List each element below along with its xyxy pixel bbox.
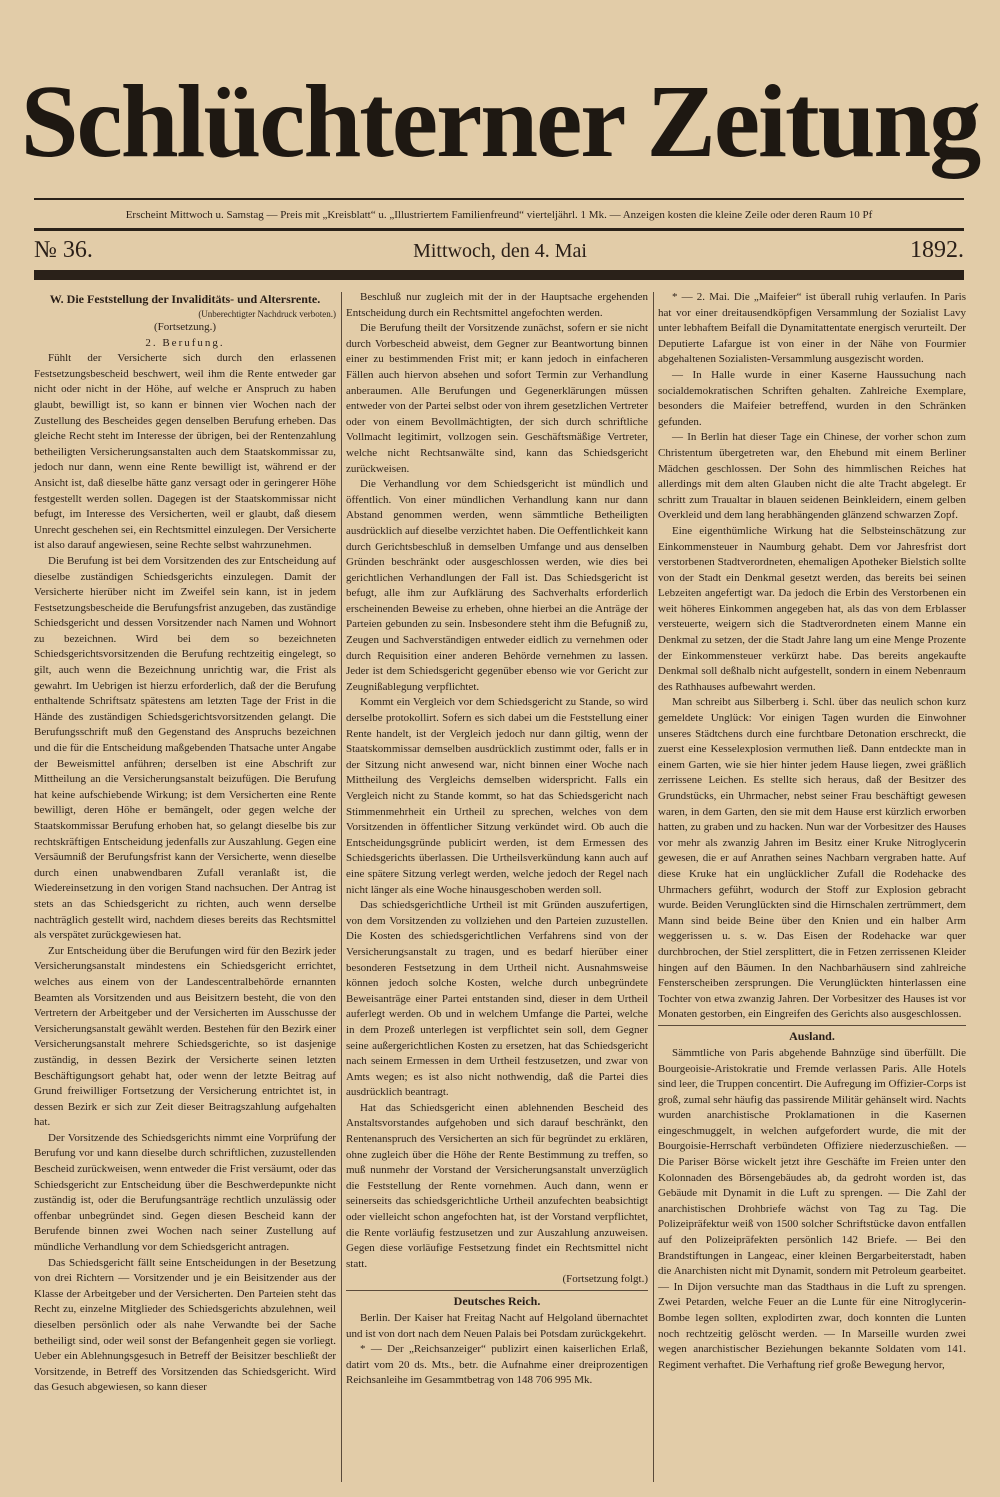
- news-item: Sämmtliche von Paris abgehende Bahnzüge sind überfüllt. Die Bourgeoisie-Aristokratie und Fremde verlassen Paris. Alle Hotels sind leer, die Truppen concentirt. Die Aufregung im Offizier-Corps ist groß, zumal sehr häufig das passirende Militär gehänselt wird. Nachts wurden anarchistische Proklamationen in die Kasernen eingeschmuggelt, in welchen aufgefordert wurde, die mit der Bourgoisie-Herrschaft verbündeten Offiziere niederzuschießen. — Die Pariser Börse wickelt jetzt ihre Geschäfte im Freien unter den Kolonnaden des Börsengebäudes ab, da gedroht worden ist, das Gebäude mit Dynamit in die Luft zu sprengen. — Die Zahl der anarchistischen Drohbriefe wächst von Tag zu Tag. Die Polizeipräfektur weiß von 1500 solcher Schriftstücke davon entfallen auf den Polizeipräfekten persönlich 142 Briefe. — Bei den Brandstiftungen in Langeac, einer kleinen Bergarbeiterstadt, haben die Anarchisten nicht mit Dynamit, sondern mit Petroleum gearbeitet. — In Dijon versuchte man das Stadthaus in die Luft zu sprengen. Zwei Petarden, welche Feuer an die Lunte für eine Nitroglycerin-Bombe legen sollten, explodirten zwar, doch konnten die Lunten noch rechtzeitig gelöscht werden. — In Marseille wurden zwei wegen anarchistischer Beziehungen bekannte Soldaten vom 141. Regiment verhaftet. Die Verhaftung rief große Bewegung hervor,: [658, 1046, 966, 1371]
- column-3: [658, 290, 966, 1373]
- paragraph: Die Verhandlung vor dem Schiedsgericht ist mündlich und öffentlich. Von einer mündlichen Verhandlung kann nur dann Abstand genommen werden, wenn sämmtliche Betheiligten ausdrücklich auf dieselbe verzichtet haben. Die Oeffentlichkeit kann durch Gerichtsbeschluß in demselben Umfange und aus denselben Gründen beschränkt oder ausgeschlossen werden, wie dies bei gerichtlichen Verhandlungen der Fall ist. Das Schiedsgericht ist befugt, alle ihm zur Aufklärung des Sachverhalts erforderlich erscheinenden Beweise zu erheben, ohne hierbei an die Anträge der Parteien gebunden zu sein. Insbesondere steht ihm die Befugniß zu, Zeugen und Sachverständigen entweder eidlich zu vernehmen oder durch Requisition einer anderen Behörde vernehmen zu lassen. Jeder ist dem Schiedsgericht gegenüber ebenso wie vor Gericht zur Zeugnißablegung verpflichtet.: [346, 478, 648, 693]
- masthead-title: Schlüchterner Zeitung: [20, 64, 980, 179]
- paragraph: Der Vorsitzende des Schiedsgerichts nimmt eine Vorprüfung der Berufung vor und kann dieselbe durch schriftlichen, zuzustellenden Bescheid zurückweisen, wenn entweder die Frist versäumt, oder das Schiedsgericht zur Entscheidung über die Beschwerdepunkte nicht zuständig ist, oder die Berufungsanträge rechtlich unzulässig oder offenbar unbegründet sind. Gegen diesen Bescheid kann der Berufende binnen zwei Wochen nach seiner Zustellung auf mündliche Verhandlung vor dem Schiedsgericht antragen.: [34, 1131, 336, 1254]
- paragraph: Beschluß nur zugleich mit der in der Hauptsache ergehenden Entscheidung durch ein Rechtsmittel angefochten werden.: [346, 291, 648, 319]
- column-1: [34, 290, 336, 1396]
- rule: [34, 198, 964, 200]
- subheading: 2. Berufung.: [145, 336, 225, 349]
- paragraph: Hat das Schiedsgericht einen ablehnenden Bescheid des Anstaltsvorstandes aufgehoben und sich darauf beschränkt, den Rentenanspruch des Versicherten an sich für begründet zu erklären, ohne zugleich über die Höhe der Rente Bestimmung zu treffen, so muß nunmehr der Vorstand der Versicherungsanstalt unverzüglich die Feststellung der Rente vornehmen. Auch dann, wenn er seinerseits das schiedsgerichtliche Urtheil anzufechten beabsichtigt oder vielleicht schon angefochten hat, ist der Vorstand verpflichtet, die Rente vorläufig festzusetzen und zur Auszahlung anzuweisen. Gegen diese vorläufige Festsetzung findet ein Rechtsmittel nicht statt.: [346, 1101, 648, 1270]
- news-item: * — Der „Reichsanzeiger“ publizirt einen kaiserlichen Erlaß, datirt vom 20 ds. Mts., betr. die Aufnahme einer dreiprozentigen Reichsanleihe im Gesammtbetrag von 148 706 995 Mk.: [346, 1343, 648, 1387]
- issue-number: № 36.: [34, 237, 93, 263]
- issue-date: Mittwoch, den 4. Mai: [413, 240, 587, 262]
- paragraph: Man schreibt aus Silberberg i. Schl. über das neulich schon kurz gemeldete Unglück: Vor einigen Tagen wurden die Einwohner unseres Städtchens durch eine furchtbare Detonation erschreckt, die zuerst eine Kesselexplosion vermuthen ließ. Dann entdeckte man in einem Garten, wie sie hier hinter jedem Hause liegen, zwei gräßlich zerrissene Leichen. Es stellte sich heraus, daß der Besitzer des Grundstücks, ein Uhrmacher, nebst seiner Frau beschäftigt gewesen waren, in dem Garten, den sie mit dem Hause erst kürzlich erworben hatten, zu graben und zu hacken. Nun war der Vorbesitzer des Hauses vor mehr als zwanzig Jahren im Besitz einer Kruke Nitroglycerin gewesen, die er auf Anrathen seines Nachbarn vergraben hatte. Auf diese Kruke hat ein unglücklicher Zufall die Rodehacke des Uhrmachers geführt, wodurch der Stoff zur Explosion gebracht wurde. Beiden Verunglückten sind die Hirnschalen zertrümmert, dem Mann sind beide Beine über den Knien und ein halber Arm weggerissen u. s. w. Das Eisen der Rodehacke war quer durchbrochen, der Stiel zersplittert, die in Fetzen zerrissenen Kleider hingen auf den Bäumen. In den Nachbarhäusern sind zahlreiche Fensterscheiben zersprungen. Die Verunglückten hinterlassen eine Tochter von etwa zwanzig Jahren. Der Vorbesitzer des Hauses ist vor Monaten gestorben, ein Eingreifen des Gerichts also ausgeschlossen.: [658, 696, 966, 1021]
- paragraph: Eine eigenthümliche Wirkung hat die Selbsteinschätzung zur Einkommensteuer in Naumburg gehabt. Dem vor Jahresfrist dort verstorbenen Stadtverordneten, ehemaligen Apotheker Bielstich sollte von der Stadt ein Denkmal gesetzt werden, das bereits bei seinen Lebzeiten angefertigt war. Da jedoch die Erbin des Verstorbenen ein weit höheres Einkommen angegeben hat, als das von dem Erblasser versteuerte, weigern sich die Stadtverordneten einem Manne ein Denkmal zu setzen, der die Stadt Jahre lang um eine Menge Prozente der Einkommensteuer verkürzt habe. Das bereits angekaufte Denkmal soll deßhalb nicht aufgestellt, sondern in einem Nebenraum des Rathhauses aufbewahrt werden.: [658, 524, 966, 693]
- continuation-note: (Fortsetzung.): [153, 321, 216, 333]
- subscription-line: Erscheint Mittwoch u. Samstag — Preis mit „Kreisblatt“ u. „Illustriertem Familienfreund“ vierteljährl. 1 Mk. — Anzeigen kosten die kleine Zeile oder deren Raum 10 Pf: [125, 209, 873, 221]
- issue-year: 1892.: [910, 237, 964, 263]
- reprint-note: (Unberechtigter Nachdruck verboten.): [198, 309, 336, 319]
- paragraph: Das Schiedsgericht fällt seine Entscheidungen in der Besetzung von drei Richtern — Vorsitzender und je ein Beisitzender aus der Klasse der Arbeitgeber und der Versicherten. Den Parteien steht das Recht zu, einzelne Mitglieder des Schiedsgerichts abzulehnen, weil dieselben persönlich oder als nahe Verwandte bei der Sache betheiligt sind, oder weil sonst der Befangenheit gegen sie vorliegt. Ueber ein Ablehnungsgesuch in Betreff der Beisitzer beschließt der Vorsitzende, in Betreff des Vorsitzenden das Schiedsgericht. Wird das Gesuch abgewiesen, so kann dieser: [34, 1256, 336, 1394]
- paragraph: Zur Entscheidung über die Berufungen wird für den Bezirk jeder Versicherungsanstalt mindestens ein Schiedsgericht errichtet, welches aus einem von der Landescentralbehörde ernannten Beamten als Vorsitzenden und aus Beisitzern besteht, die von den Vertretern der Arbeitgeber und der Versicherten im Ausschusse der Versicherungsanstalt gewählt werden. Bestehen für den Bezirk einer Versicherungsanstalt mehrere Schiedsgerichte, so ist dasjenige zuständig, in dessen Bezirk der Versicherte seinen letzten Beschäftigungsort gehabt hat, oder wenn der letzte Beitrag auf Grund freiwilliger Fortsetzung der Versicherung entrichtet ist, in dessen Bezirk er sich zur Zeit dieser Beitragszahlung aufgehalten hat.: [34, 944, 336, 1129]
- paragraph: — In Halle wurde in einer Kaserne Haussuchung nach socialdemokratischen Schriften gehalten. Zahlreiche Exemplare, besonders die Maifeier betreffend, wurden in den Schränken gefunden.: [658, 368, 966, 428]
- paragraph: Das schiedsgerichtliche Urtheil ist mit Gründen auszufertigen, von dem Vorsitzenden zu vollziehen und den Parteien zuzustellen. Die Kosten des schiedsgerichtlichen Verfahrens sind von der Versicherungsanstalt zu tragen, und es bedarf hierüber einer besonderen Festsetzung in dem Urtheil nicht. Ausnahmsweise können jedoch solche Kosten, welche durch unbegründete Beweisanträge einer Partei entstanden sind, dieser in dem Urtheil auferlegt werden. Ob und in welchem Umfange die Partei, welche in dem Prozeß unterlegen ist verpflichtet sein soll, dem Gegner seine außergerichtlichen Kosten zu ersetzen, hat das Schiedsgericht nach seinem Ermessen in dem Urtheil festzusetzen, und zwar von Amts wegen; es ist also nicht nothwendig, daß die Partei dies ausdrücklich beantragt.: [346, 899, 648, 1099]
- news-item: Berlin. Der Kaiser hat Freitag Nacht auf Helgoland übernachtet und ist von dort nach dem Neuen Palais bei Potsdam zurückgekehrt.: [346, 1312, 648, 1340]
- paragraph: — In Berlin hat dieser Tage ein Chinese, der vorher schon zum Christentum übergetreten war, den Ehebund mit einem Berliner Mädchen geschlossen. Der Sohn des himmlischen Reiches hat allerdings mit dem alten Glauben nicht die alte Tracht abgelegt. Er schritt zum Traualtar in blauen seidenen Beinkleidern, einem gelben Overkleid und dem lang herabhängenden glänzend schwarzen Zopf.: [658, 431, 966, 522]
- article-title: W. Die Feststellung der Invaliditäts- und Altersrente.: [49, 292, 321, 306]
- paragraph: * — 2. Mai. Die „Maifeier“ ist überall ruhig verlaufen. In Paris hat vor einer dreitausendköpfigen Versammlung der Sozialist Lavy unter lebhaftem Beifall die Dynamitattentate energisch verurteilt. Der Deputierte Lafargue ist von einer in der Nähe von Fourmier abgehaltenen Sozialisten-Versammlung ausgezischt worden.: [658, 291, 966, 366]
- column-2: [346, 290, 648, 1389]
- paragraph: Fühlt der Versicherte sich durch den erlassenen Festsetzungsbescheid beschwert, weil ihm die Rente entweder gar nicht oder nicht in der Höhe, auf welche er Anspruch zu haben glaubt, bewilligt ist, so kann er binnen vier Wochen nach der Zustellung des Bescheides gegen denselben Berufung erheben. Das gleiche Recht steht im Interesse der übrigen, bei der Rentenzahlung betheiligten Versicherungsanstalten auch dem Staatskommissar zu, jedoch nur dann, wenn eine Rente bewilligt ist, während er der Ansicht ist, daß dieselbe hätte ganz versagt oder in geringerer Höhe festgestellt werden sollen. Dagegen ist der Staatskommissar nicht befugt, im Interesse des Versicherten, weil er glaubt, daß diesem Unrecht geschehen sei, ein Rechtsmittel einzulegen. Der Versicherte ist also darauf angewiesen, seine Rechte selbst wahrzunehmen.: [34, 352, 336, 552]
- continued-note: (Fortsetzung folgt.): [562, 1273, 648, 1286]
- paragraph: Die Berufung theilt der Vorsitzende zunächst, sofern er sie nicht durch Vorbescheid abweist, dem Gegner zur Beantwortung binnen einer zu bestimmenden Frist mit; er kann jedoch in einfacheren Fällen auch hiervon absehen und sofort Termin zur Verhandlung anberaumen. Alle Berufungen und Gegenerklärungen müssen entweder von der Partei selbst oder von ihrem gesetzlichen Vertreter oder von einem Bevollmächtigten, der sich durch schriftliche Vollmacht legitimirt, vollzogen sein. Geschäftsmäßige Vertreter, welche nicht Rechtsanwälte sind, kann das Schiedsgericht zurückweisen.: [346, 322, 648, 475]
- rule: [34, 228, 964, 231]
- paragraph: Kommt ein Vergleich vor dem Schiedsgericht zu Stande, so wird derselbe protokollirt. Sofern es sich dabei um die Feststellung einer Rente handelt, ist der Vergleich jedoch nur dann giltig, wenn der Staatskommissar demselben ausdrücklich zustimmt oder, falls er in der Sitzung nicht anwesend war, nicht binnen einer Woche nach Mittheilung des Vergleichs demselben widerspricht. Falls ein Vergleich nicht zu Stande kommt, so hat das Schiedsgericht nach Stimmenmehrheit ein Urtheil zu sprechen, welches von dem Vorsitzenden in öffentlicher Sitzung verkündet wird. Ob auch die Entscheidungsgründe publicirt werden, ist dem Ermessen des Schiedsgerichts überlassen. Die Urtheilsverkündung kann auch auf eine spätere Sitzung verlegt werden, welche jedoch der Regel nach nicht länger als eine Woche hinausgeschoben werden soll.: [346, 696, 648, 896]
- section-title: Deutsches Reich.: [346, 1290, 648, 1309]
- column-divider: [341, 292, 342, 1482]
- paragraph: Die Berufung ist bei dem Vorsitzenden des zur Entscheidung auf dieselbe zuständigen Schiedsgerichts einzulegen. Damit der Versicherte hierüber nicht im Zweifel sein kann, ist in jedem Festsetzungsbescheide die Berufungsfrist anzugeben, das zuständige Schiedsgericht und dessen Vorsitzender nach Namen und Wohnort zu bezeichnen. Wird bei dem so bezeichneten Schiedsgerichtsvorsitzenden die Berufung rechtzeitig eingelegt, so gilt, auch wenn die Bezeichnung unrichtig war, die Frist als gewahrt. Im Uebrigen ist hierzu erforderlich, daß der die Berufung enthaltende Schriftsatz spätestens am letzten Tage der Frist in die Hände des zuständigen Schiedsgerichtsvorsitzenden gelangt. Die Berufungsschrift muß den Gegenstand des Anspruchs bezeichnen und die für die Entscheidung maßgebenden Thatsache unter Angabe der Beweismittel anführen; derselben ist eine Abschrift zur Mittheilung an die Versicherungsanstalt beizufügen. Die Berufung hat keine aufschiebende Wirkung; ist dem Versicherten eine Rente bewilligt, deren Höhe er bemängelt, oder gegen welche der Staatskommissar Berufung erhoben hat, so gelangt dieselbe bis zur rechtskräftigen Entscheidung jedenfalls zur Auszahlung. Gegen eine Versäumniß der Berufungsfrist kann der Versicherte, wenn dieselbe durch einen unabwendbaren Zufall veranlaßt ist, die Wiedereinsetzung in den vorigen Stand nachsuchen. Der Antrag ist stets an das Schiedsgericht zu richten, auch wenn derselbe nachträglich gestellt wird, nachdem dieses bereits das Rechtsmittel als verspätet zurückgewiesen hat.: [34, 554, 336, 942]
- thick-rule: [34, 270, 964, 280]
- section-title: Ausland.: [658, 1025, 966, 1044]
- column-divider: [653, 292, 654, 1482]
